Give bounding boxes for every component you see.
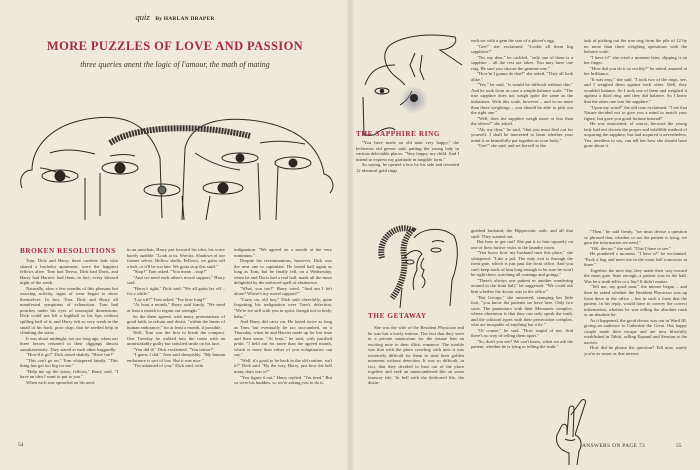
answers-note: ANSWERS ON PAGE 73 <box>582 443 646 449</box>
paragraph: "And we need each other's moral support," Harry said. <box>127 274 225 286</box>
paragraph: "Then," he said firmly, "we must devise a question so phrased that, whether or not the patient is lying, we gain the information we need." <box>584 229 687 246</box>
paragraph: "You have made an old man very happy," the lecherous old geezer said, patting the young lady in various delectable places. "Very happy, my child. And I intend to express my gratitude in tangible form." <box>356 140 459 162</box>
paragraph: "Carry on, old boy," Dick said cheerfully, quite forgetting his indignation over Tom's defection. "We're are still with you in spirit, though not in body, haha." <box>234 296 332 319</box>
paragraph: "Stop?" Tom asked. "You mean – stop?" <box>133 269 208 275</box>
eye <box>406 260 414 264</box>
paragraph: As it happened, the good doctor was out in Ward III, giving an audience to Catherine the Great. Our happy couple made their escape and are now blissfully established in Tahiti, selling Equanil and Serutan to the natives. <box>584 317 687 345</box>
getaway-column-1 <box>368 325 464 386</box>
paragraph: "Well, does the sapphire weigh more or less than the others?" she asked. <box>471 115 573 127</box>
paragraph: "I guess I did," Tom said sheepishly. "My human endurance is sort of low. But it was nice." <box>127 352 225 363</box>
sapphire-hand-illustration <box>360 25 465 140</box>
page-number-left: 54 <box>18 442 24 448</box>
paragraph: "Lay off?" Tom asked. "For how long?" <box>133 296 207 302</box>
paragraph: "How'm I gonna do that?" she asked. "They all look alike." <box>471 71 573 82</box>
head-outline-right <box>182 119 333 220</box>
paragraph: It was about midnight, not too long ago, when our three heroes returned to their diggings almost simultaneously. They stared at each other haggardly. <box>20 335 118 352</box>
paragraph: "Well, it's good to be back in the old routine, isn't it?" Dick said. "By the way, Harry, just how the hell many days was it?" <box>234 357 332 375</box>
paragraph: When each was sprawled on his neck <box>26 380 95 386</box>
left-column-1 <box>20 258 118 386</box>
kicker <box>0 12 350 22</box>
paragraph: "I'm ashamed of you," Dick said, with <box>133 363 204 369</box>
eye <box>431 248 441 252</box>
paragraph: But how to get out? She put it to him squarely on one of their furtive visits to the laundry room. <box>471 239 573 250</box>
paragraph: Despite his recriminations, however, Dick was the next one to capitulate. He lasted half again as long as Tom, but he finally fell, on a Wednesday, when he and Doris had a real ball, made all the more delightful by the enforced spell of abstinence. <box>234 258 332 286</box>
page-number-right: 55 <box>676 443 682 449</box>
paragraph: "You know how my husband runs this place," she whispered. "Like a jail. The only exit is through the front gate, which is just past the front office. And you can't keep track of him long enough to be sure he won't be right there, watching all comings and goings." <box>471 250 573 278</box>
paragraph: He pondered a moment. "I have it!" he exclaimed. "Pack a bag and meet me in the main hall tomorrow at three." <box>584 251 687 268</box>
paragraph: each set with a gem the size of a plover's egg. <box>471 38 555 43</box>
paragraph: "Help me up the stairs, fellows," Harry said. "I have an idea I want to put to you." <box>20 368 118 380</box>
crossed-fingers-illustration <box>545 395 593 470</box>
paragraph: "At least a month," Harry said firmly. "We need at least a month to regain our strength." <box>127 302 225 314</box>
getaway-faces-illustration <box>362 218 462 308</box>
paragraph: How did he phrase the question? Tell now, surely you're as smart as that interne. <box>584 345 687 357</box>
left-column-2 <box>127 247 225 369</box>
paragraph: "What, you too?" Harry cried. "And am I left alone? Where's my moral support?" <box>234 285 332 297</box>
paragraph: "Of course," he said. "How stupid of me. And there's no way of telling them apart." <box>471 327 573 339</box>
faces-illustration <box>10 108 340 223</box>
section-heading-sapphire-ring: THE SAPPHIRE RING <box>356 130 441 138</box>
byline: By HARLAN DRAPER <box>155 16 215 22</box>
section-heading-getaway: THE GETAWAY <box>368 312 427 320</box>
paragraph: task of picking out the true ring from the pile of 12 by no more than three weighing operations with the balance scale. <box>584 38 687 55</box>
paragraph: "Tell me, my good man," the interne began – and then he asked whether the Resident Physician was up front there in the office – but in such a form that the patient, in his reply, would have to convey the correct information, whether he was telling the absolute truth or an absolute lie. <box>584 284 687 318</box>
left-column-3 <box>234 247 332 386</box>
sapphire-column-3 <box>584 38 687 149</box>
article-subtitle: three queries anent the logic of l'amour, the math of mating <box>80 60 270 69</box>
paragraph: "OK, devise," she said. "This I have to see." <box>590 245 671 251</box>
sapphire-column-1 <box>356 140 459 173</box>
paragraph: "How did you do it so swiftly?" he asked, amazed at her brilliance. <box>584 65 687 77</box>
paragraph: Together, the next day, they made their way toward the main gate. Sure enough, a patient was in the hall. Was he a truth-teller or a liar? It didn't matter. <box>584 267 687 284</box>
hair <box>381 228 412 298</box>
kicker-label: quiz <box>135 12 150 22</box>
paragraph: "How'd it go?" Dick asked shakily. "Have fun?" <box>26 352 115 358</box>
paragraph: "I have it!" she cried a moment later, slipping it on her finger. <box>584 54 687 66</box>
paragraph: "Upon my word!" the old roue exclaimed. "I see that Nature decided not to give you a mind to match your figure, but gave you good fortune instead!" <box>584 104 687 121</box>
paragraph: Tom, Dick and Harry, three carefree lads who shared a bachelor apartment, were the happiest fellows alive. Tom had Teresa, Dick had Doris, and Harry had Harriet: had them, in fact, every blessed night of the week. <box>20 258 118 286</box>
paragraph: So the three agreed, with many protestations of good faith, to refrain and desist, "within the limits of human endurance," for at least a month, if possible. <box>127 313 225 330</box>
paragraph: So saying, he opened a box by his side and revealed 12 identical gold rings <box>356 162 459 173</box>
paragraph: "Ah, my dear," he said, "that you must find out for yourself. I shall be interested to learn whether your mind is as beautifully put together as your body." <box>471 126 573 143</box>
paragraph: "Yes," he said, "it would be difficult without this." And he took from its case a simple balance scale. "The true sapphire does not weigh quite the same as the imitations. With this scale, however – and in no more than three weighings – you should be able to pick out the right one." <box>471 82 573 116</box>
paragraph: indignation. "We agreed on a month at the very minimum." <box>234 247 332 258</box>
paragraph: "There's always one patient or another wandering around in the front hall," he suggested. "We could ask him whether the doctor was in the office." <box>471 277 573 295</box>
paragraph: Well, Tom was the first to break the compact. One Tuesday he walked into the room with an unmistakably guilty but satisfied smile on his face. <box>127 330 225 347</box>
paragraph: "So, don't you see? We can't know, when we ask the patient, whether he is lying or telling the truth." <box>471 338 573 350</box>
right-page <box>350 0 700 470</box>
sapphire-column-2 <box>471 38 573 149</box>
paragraph: guished husband, the Hippocratic oath, and all that stuff. They wanted out. <box>471 228 573 239</box>
paragraph: "You did it!" Dick exclaimed. "You traitor!" <box>133 346 214 352</box>
paragraph: in an armchair, Harry put forward his idea, his voice barely audible. "Look at us. Wrecks. Shadows of our former selves. Hollow shells. Fellows, we gotta call a halt, or it'll be too late. We gotta stop this stuff." <box>127 247 225 269</box>
page-gutter <box>346 0 354 470</box>
paragraph: "This can't go on," Tom whispered faintly. "This thing has got too big for me." <box>20 357 118 369</box>
paragraph: "But George," she answered, stamping her little foot, "you know the patients we have here. Only two sorts. The paranoiacs with their Messianic complex, whose obsession is that they can only speak the truth, and the schizoid types with their persecution complex, who are incapable of anything but a lie." <box>471 294 573 328</box>
section-heading-broken-resolutions: BROKEN RESOLUTIONS <box>20 247 116 255</box>
paragraph: "It was easy," she said. "I took two of the rings, see, and I weighed them against each other. Well, they wouldn't balance. So I took one of them and weighed it against a third ring, and they did balance. So I knew that the other one was the sapphire." <box>584 76 687 105</box>
paragraph: Naturally, after a few months of this pleasant but exacting activity, signs of wear began to show themselves. In fact, Tom, Dick and Harry all manifested symptoms of exhaustion. Tom had pouches under his eyes of marsupial dimensions; Dick could not lift a highball to his lips without spilling half of it; and Harry felt so very weak in the small of his back, poor chap, that he needed help in climbing the stairs. <box>20 285 118 336</box>
getaway-column-2 <box>471 228 573 350</box>
paragraph: "Gee!" she said, and set herself to the <box>477 143 546 149</box>
article-title: MORE PUZZLES OF LOVE AND PASSION <box>46 39 304 53</box>
eyebrow-bold <box>110 128 250 143</box>
paragraph: "Harry's right," Dick said. "We all gotta lay off – for a while." <box>127 285 225 297</box>
paragraph: He was astonished, of course, because the young lady had not chosen the proper and infallible method of acquiring the sapphire, but had acquired it nevertheless. You, needless to say, can tell her how she should have gone about it. <box>584 121 687 149</box>
paragraph: "No, my dear," he cackled, "only one of them is a sapphire – all the rest are fakes. You may have one ring. Be sure you choose the genuine one." <box>471 54 573 71</box>
sapphire-gem <box>410 94 418 102</box>
paragraph: "You figure it out," Harry replied. "I'm tired." But so were his buddies, so we're asking you to do it. <box>234 374 332 386</box>
paragraph: She was the wife of the Resident Physician and he was but a lowly interne. The fact that they were in a private sanatorium for the insane lent an exciting note to their illicit romance. The trouble was that with the place crawling with nuts it was extremely difficult for them to steal their golden moments without detection. It was so difficult, in fact, that they decided to bust out of the place together and seek an unencumbered life on some faraway isle. To hell with the dedicated life, the distin- <box>368 325 464 386</box>
getaway-column-3 <box>584 229 687 357</box>
paragraph: "Gee!" she exclaimed. "Lookit all them big sapphires!" <box>471 43 573 55</box>
paragraph: And Harry did carry on. He lasted twice as long as Tom, but eventually he too succumbed, on a Thursday, when he and Harriet made up for lost time and then some. "At least," he said, with justified pride, "I held out for more than the agreed month, which is more than either of you voluptuaries can say." <box>234 319 332 358</box>
